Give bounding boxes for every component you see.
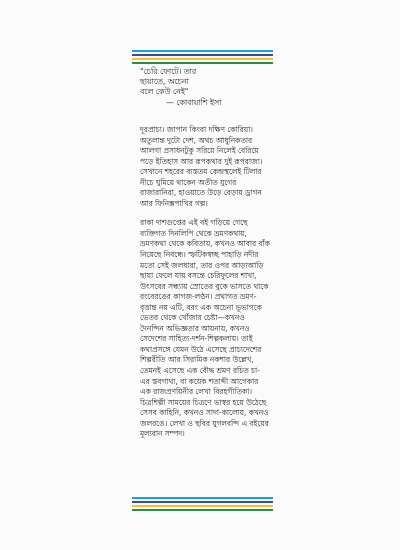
text-line: উৎসবের সন্ধ্যায় স্রোতের বুকে ভাসতে থাকে [140, 281, 269, 291]
text-line: পড়ে ইতিহাস আর রূপকথার দুই রূপরাজ্য। [140, 156, 263, 166]
text-line: রাকা দাশগুপ্তের এই বই গড়িয়ে গেছে [140, 218, 248, 228]
text-line: শিল্পরীতি আর সিরামিক নকশার উল্লেখ, [140, 355, 254, 365]
text-line: জলরঙে। লেখা ও ছবির যুগলবন্দি এ বইয়ের [140, 418, 269, 428]
text-line: এক রাজপ্রণয়িনীর লেখা বিরহগীতিকা। [140, 387, 252, 397]
text-line: সেসব কাহিনি, কখনও সাদা-কালোয়, কখনও [140, 408, 269, 418]
text-line: ব্যক্তিগত দিনলিপি থেকে ভ্রমণকথায়, [140, 228, 247, 238]
stripe-blue [132, 50, 273, 52]
epigraph-line: "চেরি ফোটে। তার [140, 67, 197, 76]
epigraph-attribution: — কোবায়াশি ইসা [166, 98, 222, 107]
text-line: আর ফিনিক্সপাখির গল্প। [140, 198, 208, 208]
epigraph-line: বলে কেউ নেই" [140, 87, 189, 96]
text-line: রাজারানিরা, হাওয়াতে উড়ে বেড়ায় ড্রাগন [140, 188, 262, 198]
text-line: এর স্তবগাথা, বা কয়েক শতাব্দী আগেকার [140, 376, 259, 386]
stripe-green [132, 509, 273, 511]
stripe-indigo [132, 501, 273, 503]
text-line: আলগা প্রসাধনটুকু সরিয়ে নিলেই বেরিয়ে [140, 146, 259, 156]
text-line: সেদেশের সাহিত্য-দর্শন-শিল্পকলায়। তাই [140, 334, 253, 344]
text-line: নীচে ঘুমিয়ে থাকেন অতীত যুগের [140, 177, 237, 187]
epigraph [140, 67, 280, 108]
epigraph-line: ছায়াতে, অচেনা [140, 77, 189, 86]
text-line: বৃত্তান্ত নয় এটি, বরং এক অচেনা ভূভাগকে [140, 302, 262, 312]
text-line: ছায়া ফেলে যায় বসন্তে চেরিফুলের শাখা, [140, 271, 257, 281]
text-line: দূরপ্রাচ্য। জাপান কিংবা দক্ষিণ কোরিয়া। [140, 125, 253, 134]
text-line: মূল্যবান সম্পদ। [140, 429, 185, 439]
stripe-yellow [132, 58, 273, 60]
text-line: দৈনন্দিন অভিজ্ঞতার আয়নায়, কখনও [140, 323, 250, 333]
text-line: ভেতর থেকে খোঁজার চেষ্টা—কখনও [140, 313, 245, 323]
text-line: রংবেরঙের কাগজ-লণ্ঠন। প্রথাগত ভ্রমণ- [140, 292, 257, 302]
stripe-indigo [132, 54, 273, 56]
stripe-blue [132, 497, 273, 499]
bottom-color-stripes [132, 497, 273, 513]
blurb-body [140, 125, 290, 449]
text-line: তেমনই এসেছে এক বৌদ্ধ শ্রমণ রচিত চা- [140, 366, 260, 376]
text-line: সেখানে শহরের ব্যস্ততম কেন্দ্রস্থলেই টিলার [140, 167, 262, 177]
top-color-stripes [132, 50, 273, 66]
text-line: চিত্রশিল্পী সাময়ের চিত্রণে ভাস্বর হয়ে উঠেছে [140, 397, 267, 407]
text-line: অতুলান্ত দুটো দেশ, অথচ আধুনিকতার [140, 135, 253, 145]
text-line: ভ্রমণকথা থেকে কবিতায়, কখনও আবার বাঁক [140, 239, 270, 249]
text-line: মতো সেই জলধারা, তার ওপর আড়াআড়ি [140, 260, 264, 270]
text-line: কথাপ্রসঙ্গে যেমন উঠে এসেছে প্রাচ্যদেশের [140, 344, 262, 354]
stripe-green [132, 62, 273, 64]
paragraph-book-description [140, 218, 290, 439]
paragraph-intro [140, 125, 290, 209]
stripe-yellow [132, 505, 273, 507]
text-line: নিয়েছে নিবন্ধে। স্ফটিকস্বচ্ছ পাহাড়ি নদীর [140, 250, 259, 260]
